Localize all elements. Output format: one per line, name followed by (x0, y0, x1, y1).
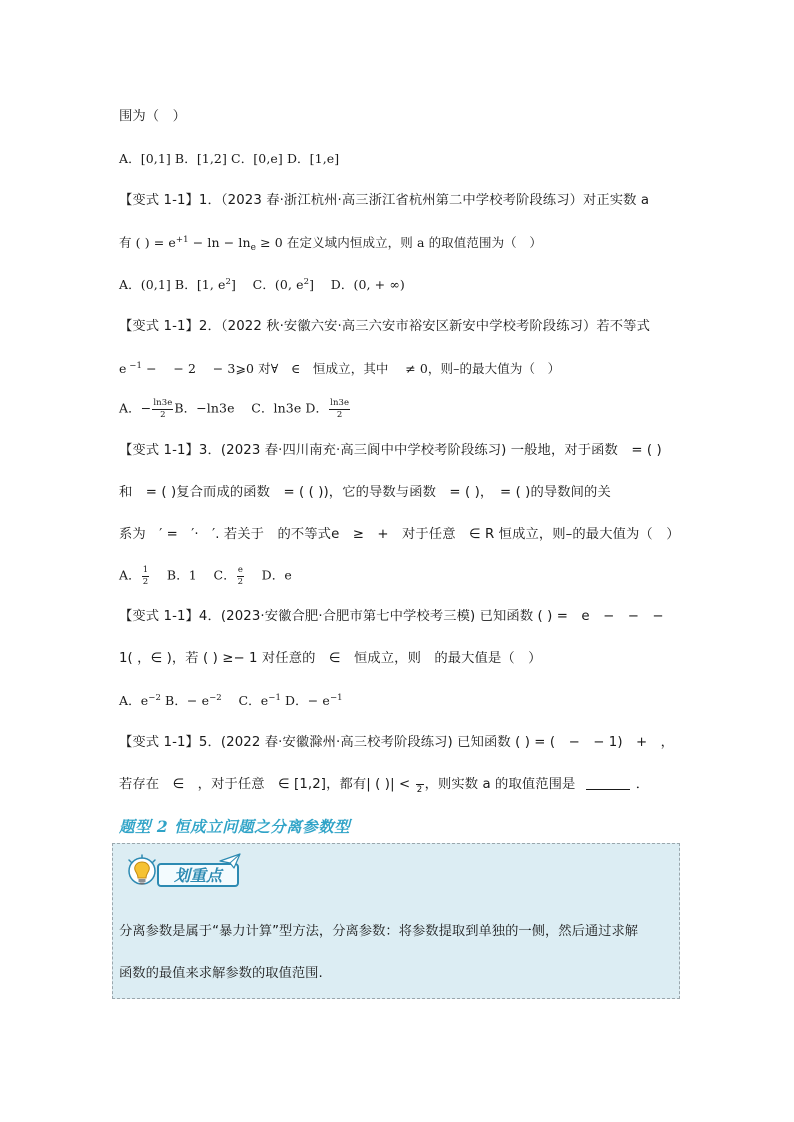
v4-sup1: −2 (148, 693, 161, 703)
variant-3-body-1 (119, 484, 611, 502)
options-text: A．[0,1] B．[1,2] C．[0,e] D．[1,e] (119, 151, 340, 166)
v2-opt-b: B．−ln3e C．ln3e D． (174, 400, 329, 416)
variant-2-heading-text: 【变式 1-1】2．（2022 秋·安徽六安·高三六安市裕安区新安中学校考阶段练习）若不等式 (119, 319, 650, 334)
keypoint-line-1: 分离参数是属于“暴力计算”型方法，分离参数：将参数提取到单独的一侧，然后通过求解 (119, 924, 639, 939)
section-title: 题型 2 恒成立问题之分离参数型 (119, 817, 351, 836)
variant-2-body (119, 360, 560, 378)
v4-opt-d: D．− e (280, 693, 330, 708)
variant-1-body (119, 234, 542, 252)
v3-frac-a-num: 1 (142, 565, 149, 575)
keypoint-badge-label: 划重点 (157, 863, 239, 887)
v2-frac-a-num: ln3e (153, 398, 173, 408)
v3-frac-c (237, 566, 244, 586)
v4-opt-c: C．e (221, 693, 269, 708)
question-tail-text: 围为（ ） (119, 109, 186, 124)
v3-opt-b: B．1 C． (150, 567, 236, 583)
v4-opt-a: A．e (119, 693, 149, 708)
v2-frac-a-den: 2 (160, 409, 166, 420)
v3-frac-c-num: e (237, 565, 243, 575)
variant-2-options (119, 399, 351, 419)
v2-frac-d-num: ln3e (330, 398, 350, 408)
v5-end: ． (635, 777, 650, 792)
v3-frac-a-den: 2 (142, 576, 149, 587)
v2-opt-a: A．− (119, 400, 152, 416)
v2-frac-d-den: 2 (336, 409, 343, 420)
keypoint-box (112, 843, 680, 999)
v1-opt-sup1: 2 (225, 277, 232, 287)
paper-plane-icon (219, 852, 241, 870)
v2-part-a: e (119, 361, 127, 376)
variant-1-options (119, 276, 405, 294)
v2-frac-d (329, 399, 350, 419)
v5-frac (416, 774, 424, 794)
v1-sub: e (250, 243, 257, 253)
v1-part-a: 有 ( ) = e (119, 235, 176, 250)
v3-frac-a (142, 566, 150, 586)
variant-5-heading (119, 734, 674, 752)
v1-part-b: − ln − ln (188, 235, 251, 250)
v3-body1-text: 和 = ( )复合而成的函数 = ( ( ))，它的导数与函数 = ( )， = ( )的导数间的关 (119, 485, 611, 500)
keypoint-line-2: 函数的最值来求解参数的取值范围. (119, 966, 323, 981)
v3-body2-text: 系为 ′ = ′· ′. 若关于 的不等式e ≥ + 对于任意 ∈ R 恒成立，则–的最大值为（ ） (119, 527, 680, 542)
v4-opt-b: B．− e (160, 693, 210, 708)
v5-part-b: ，则实数 a 的取值范围是 (424, 777, 580, 792)
v2-part-b: − − 2 − 3⩾0 对∀ ∈ 恒成立，其中 ≠ 0，则–的最大值为（ ） (142, 361, 561, 376)
v5-frac-den: 2 (416, 784, 423, 795)
v1-part-c: ≥ 0 在定义域内恒成立，则 a 的取值范围为（ ） (256, 235, 542, 250)
variant-4-heading-text: 【变式 1-1】4．(2023·安徽合肥·合肥市第七中学校考三模) 已知函数 ( ) = e − − − (119, 609, 664, 624)
v4-body-text: 1( ，∈ )，若 ( ) ≥− 1 对任意的 ∈ 恒成立，则 的最大值是（ ） (119, 651, 542, 666)
variant-3-body-2 (119, 526, 680, 544)
variant-5-heading-text: 【变式 1-1】5．(2022 春·安徽滁州·高三校考阶段练习) 已知函数 ( ) = ( − − 1) + ， (119, 735, 675, 750)
v1-opt-a: A．(0,1] B．[1, e (119, 277, 226, 292)
answer-blank[interactable] (586, 777, 630, 790)
v1-opt-sup2: 2 (303, 277, 310, 287)
variant-3-heading (119, 442, 662, 460)
v1-opt-b: ] C．(0, e (231, 277, 304, 292)
v1-opt-c: ] D．(0, + ∞) (309, 277, 405, 292)
v2-frac-a (152, 399, 173, 419)
v4-sup2: −2 (209, 693, 222, 703)
v3-opt-c: D．e (244, 567, 292, 583)
v3-frac-c-den: 2 (237, 576, 244, 587)
lightbulb-icon (123, 854, 161, 892)
keypoint-badge (121, 852, 241, 894)
v4-sup4: −1 (329, 693, 343, 703)
question-options (119, 150, 339, 168)
v5-part-a: 若存在 ∈ ，对于任意 ∈ [1,2]，都有| ( )| < (119, 777, 415, 792)
v2-sup: −1 (126, 361, 143, 371)
variant-3-heading-text: 【变式 1-1】3．(2023 春·四川南充·高三阆中中学校考阶段练习) 一般地，对于函数 = ( ) (119, 443, 662, 458)
v1-sup: +1 (175, 235, 189, 245)
variant-5-body (119, 774, 649, 794)
variant-3-options (119, 566, 292, 586)
variant-4-options (119, 692, 343, 710)
variant-4-heading (119, 608, 664, 626)
v3-opt-a: A． (119, 567, 141, 583)
variant-1-heading (119, 192, 649, 210)
variant-4-body (119, 650, 542, 668)
v4-sup3: −1 (268, 693, 281, 703)
variant-2-heading (119, 318, 650, 336)
variant-1-heading-text: 【变式 1-1】1．（2023 春·浙江杭州·高三浙江省杭州第二中学校考阶段练习）对正实数 a (119, 193, 650, 208)
question-tail (119, 108, 186, 126)
